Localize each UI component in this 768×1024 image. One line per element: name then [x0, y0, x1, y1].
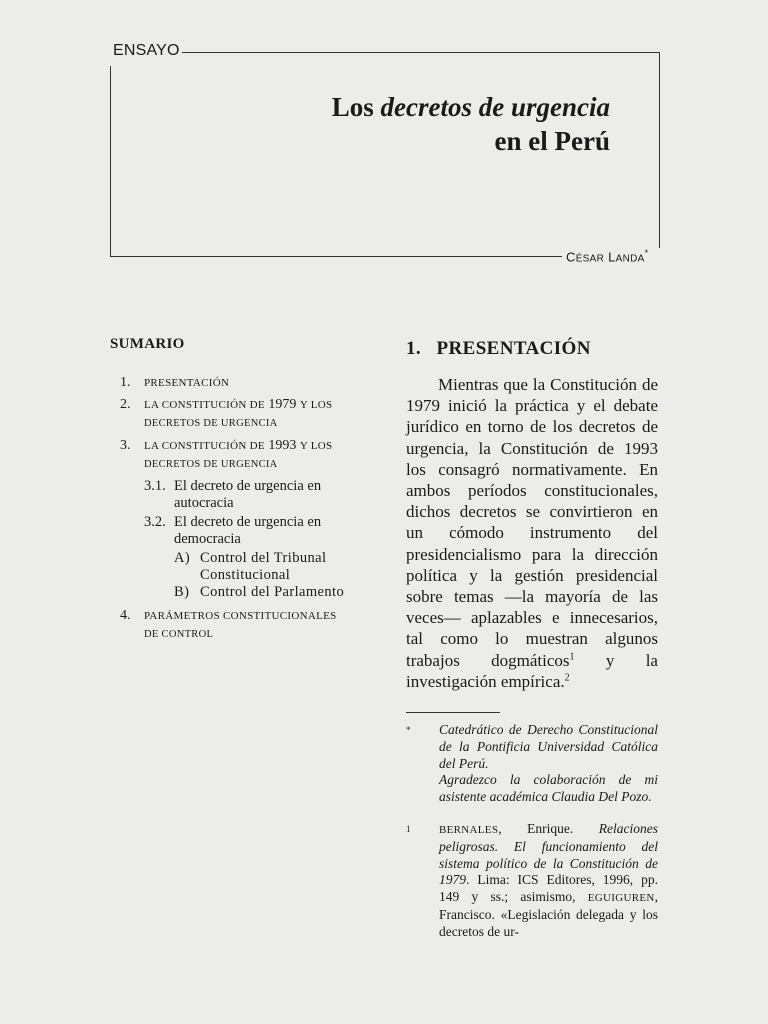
- author-name: CÉSAR LANDA*: [566, 248, 649, 265]
- summary-subitem: 3.2. El decreto de urgencia en democracia: [144, 514, 322, 547]
- section-label: ENSAYO: [113, 42, 180, 59]
- header-frame-right-rule: [659, 52, 660, 248]
- section-heading: 1. PRESENTACIÓN: [406, 338, 591, 359]
- author-footnote-mark: *: [644, 248, 649, 258]
- footnote-star-ack: Agradezco la colaboración de mi asistente académica Claudia Del Pozo.: [439, 772, 658, 804]
- title-line-2: en el Perú: [494, 126, 610, 156]
- summary-item-text: PARÁMETROS CONSTITUCIONALES DE CONTROL: [144, 610, 337, 640]
- summary-heading: SUMARIO: [110, 336, 185, 352]
- summary-subsubitem: A) Control del Tribunal Constitucional: [174, 550, 327, 583]
- summary-item-text: LA CONSTITUCIÓN DE 1979 Y LOS DECRETOS DE URGENCIA: [144, 397, 333, 429]
- summary-subitem: 3.1. El decreto de urgencia en autocracia: [144, 478, 322, 511]
- header-frame-left-rule: [110, 66, 111, 256]
- summary-item-text: LA CONSTITUCIÓN DE 1993 Y LOS DECRETOS DE URGENCIA: [144, 438, 333, 470]
- title-italic: decretos de urgencia: [380, 92, 610, 122]
- summary-item: 3. LA CONSTITUCIÓN DE 1993 Y LOS DECRETOS DE URGENCIA: [110, 437, 370, 474]
- footnote-separator: [406, 712, 500, 713]
- body-paragraph: Mientras que la Constitución de 1979 inició la práctica y el debate jurídico en torno de los decretos de urgencia, la Constitución de 1993 los consagró normativamente. En ambos períodos constitucionales, dichos decretos se convirtieron en un cómodo instrumento del presidencialismo para la dirección política y la gestión presidencial sobre temas —la mayoría de las veces— aplazables e innecesarios, tal como lo muestran algunos trabajos dogmáticos$^1$ y la investigación empírica.$^2$: [406, 375, 658, 691]
- summary-item: 1. PRESENTACIÓN: [110, 374, 370, 392]
- summary-item: 2. LA CONSTITUCIÓN DE 1979 Y LOS DECRETOS DE URGENCIA: [110, 396, 370, 433]
- summary-item: 4. PARÁMETROS CONSTITUCIONALES DE CONTROL: [110, 607, 370, 644]
- footnote-1: 1 BERNALES, Enrique. Relaciones peligrosas. El funcionamiento del sistema político de la Constitución de 1979. Lima: ICS Editores, 1996, pp. 149 y ss.; asimismo, EGUIGUREN, Francisco. «Legislación delegada y los decretos de ur-: [406, 821, 658, 939]
- summary-list: [110, 374, 370, 648]
- summary-subsubitem: B) Control del Parlamento: [174, 584, 345, 600]
- title-prefix: Los: [331, 92, 381, 122]
- header-frame-bottom-rule: [110, 256, 562, 257]
- footnote-ref-1: 1: [569, 650, 575, 662]
- footnote-ref-2: 2: [564, 672, 570, 684]
- footnote-star: * Catedrático de Derecho Constitucional de la Pontificia Universidad Católica del Perú.: [406, 722, 658, 771]
- article-title: [250, 90, 610, 158]
- header-frame-top-rule: [182, 52, 660, 53]
- summary-item-text: PRESENTACIÓN: [144, 377, 230, 389]
